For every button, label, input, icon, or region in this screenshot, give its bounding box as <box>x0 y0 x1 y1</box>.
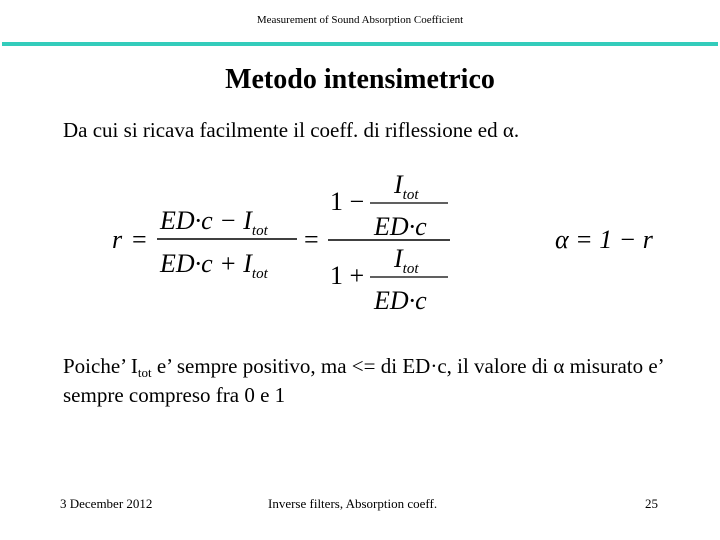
header-rule <box>2 42 718 46</box>
slide-title: Metodo intensimetrico <box>225 64 495 95</box>
conclusion-paragraph: Poiche’ $I_{tot}$ e’ sempre positivo, ma <= di ED·c, il valore di α misurato e’ sempre compreso fra 0 e 1 <box>63 354 664 407</box>
equals-1: = <box>132 225 147 254</box>
intro-text: Da cui si ricava facilmente il coeff. di riflessione ed α. <box>63 118 520 142</box>
inner-den-top: ED·c <box>374 212 427 241</box>
footer-topic: Inverse filters, Absorption coeff. <box>268 496 438 511</box>
inner-num-bottom: $I_{tot}$ <box>394 244 419 277</box>
alpha-equation: α = 1 − r <box>555 225 653 254</box>
footer-page-number: 25 <box>645 496 658 511</box>
r-symbol: r <box>112 225 123 254</box>
inner-den-bottom: ED·c <box>374 286 427 315</box>
fraction1-numerator: $ED\cdot c - I_{tot}$ <box>160 206 268 239</box>
equals-2: = <box>304 225 319 254</box>
one-plus: 1 + <box>330 261 365 290</box>
fraction1-denominator: $ED\cdot c + I_{tot}$ <box>160 249 268 282</box>
footer-date: 3 December 2012 <box>60 496 153 511</box>
inner-num-top: $I_{tot}$ <box>394 170 419 203</box>
equation-r <box>0 160 720 360</box>
slide-header: Measurement of Sound Absorption Coefficient <box>256 14 464 26</box>
one-minus: 1 − <box>330 187 365 216</box>
